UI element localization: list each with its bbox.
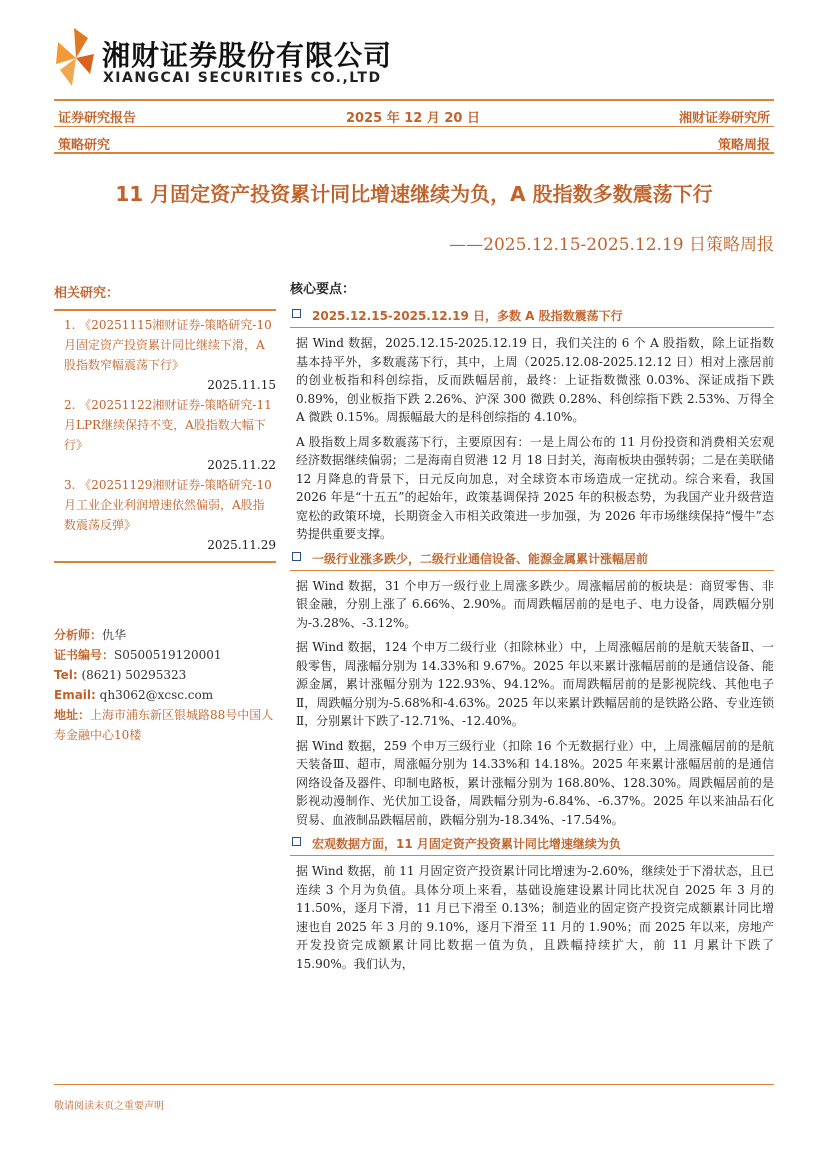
section-heading-text: 宏观数据方面，11 月固定资产投资累计同比增速继续为负	[312, 837, 621, 851]
core-points-title: 核心要点：	[290, 282, 356, 297]
related-research-list	[54, 311, 276, 563]
paragraph: 据 Wind 数据，31 个申万一级行业上周涨多跌少。周涨幅居前的板块是：商贸零售、非银金融，分别上涨了 6.66%、2.90%。而周跌幅居前的是电子、电力设备，周跌幅分别为-3.28%、-3.12%。	[296, 578, 774, 630]
section-heading-text: 2025.12.15-2025.12.19 日，多数 A 股指数震荡下行	[312, 309, 623, 323]
report-date: 2025 年 12 月 20 日	[346, 111, 480, 126]
checkbox-bullet-icon	[292, 552, 301, 561]
institute-name: 湘财证券研究所	[678, 111, 770, 126]
section-heading	[290, 550, 774, 571]
research-link[interactable]: 2. 《20251122湘财证券-策略研究-11月LPR继续保持不变，A股指数大幅下行》	[64, 398, 272, 452]
paragraph: 据 Wind 数据，124 个申万二级行业（扣除林业）中，上周涨幅居前的是航天装备Ⅱ、一般零售，周涨幅分别为 14.33%和 9.67%。2025 年以来累计涨幅居前的是通信设备、能源金属，累计涨幅分别为 122.93%、94.12%。而周跌幅居前的是影视院线、其他电子Ⅱ，周跌幅分别为-5.68%和-4.63%。2025 年以来累计跌幅居前的是铁路公路、专业连锁Ⅱ，分别累计下跌了-12.71%、-12.40%。	[296, 640, 774, 728]
report-header	[54, 28, 774, 92]
section-heading	[290, 307, 774, 328]
email-address[interactable]: qh3062@xcsc.com	[99, 688, 214, 702]
paragraph: 据 Wind 数据，259 个申万三级行业（扣除 16 个无数据行业）中，上周涨幅居前的是航天装备Ⅲ、超市，周涨幅分别为 14.33%和 14.18%。2025 年来累计涨幅居前的是通信网络设备及器件、印制电路板，累计涨幅分别为 168.80%、128.30%。周跌幅居前的是影视动漫制作、光伏加工设备，周跌幅分别为-6.84%、-6.37%。2025 年以来油品石化贸易、血液制品跌幅居前，跌幅分别为-18.34%、-17.54%。	[296, 738, 774, 827]
main-content	[290, 278, 774, 979]
list-item[interactable]	[54, 395, 276, 475]
list-item[interactable]	[54, 315, 276, 395]
address-text: 上海市浦东新区银城路88号中国人寿金融中心10楼	[54, 708, 274, 742]
research-link[interactable]: 3. 《20251129湘财证券-策略研究-10月工业企业利润增速依然偏弱，A股指数震荡反弹》	[64, 478, 272, 532]
analyst-info	[54, 625, 276, 745]
company-name-cn: 湘财证券股份有限公司	[102, 39, 393, 72]
report-type: 证券研究报告	[58, 111, 137, 126]
report-subtitle: ——2025.12.15-2025.12.19 日策略周报	[449, 235, 774, 255]
research-link[interactable]: 1. 《20251115湘财证券-策略研究-10月固定资产投资累计同比继续下滑，A股指数窄幅震荡下行》	[64, 318, 272, 372]
company-name-en: XIANGCAI SECURITIES CO.,LTD	[103, 70, 382, 86]
email-label: Email:	[54, 688, 96, 702]
tel-number: (8621) 50295323	[81, 668, 187, 682]
checkbox-bullet-icon	[292, 309, 301, 318]
related-research-title: 相关研究：	[54, 282, 276, 311]
tel-label: Tel:	[54, 668, 78, 682]
related-research-panel	[54, 282, 276, 563]
list-item[interactable]	[54, 475, 276, 555]
research-date: 2025.11.22	[207, 458, 276, 472]
checkbox-bullet-icon	[292, 837, 301, 846]
xiangcai-logo-icon	[54, 28, 96, 88]
paragraph: A 股指数上周多数震荡下行，主要原因有：一是上周公布的 11 月份投资和消费相关宏观经济数据继续偏弱；二是海南自贸港 12 月 18 日封关，海南板块由强转弱；二是在美联储 12 月降息的背景下，日元反向加息，对全球资本市场造成一定扰动。综合来看，我国 2026 年是“十五五”的起始年，政策基调保持 2025 年的积极态势，为我国产业升级营造宽松的政策环境，长期资金入市相关政策进一步加强，为 2026 年市场继续保持“慢牛”态势提供重要支撑。	[296, 434, 774, 541]
report-category-band	[54, 128, 774, 154]
paragraph: 据 Wind 数据，前 11 月固定资产投资累计同比增速为-2.60%，继续处于下滑状态，且已连续 3 个月为负值。具体分项上来看，基础设施建设累计同比状况自 2025 年 3 月的 11.50%，逐月下滑，11 月已下滑至 0.13%；制造业的固定资产投资完成额累计同比增速也自 2025 年 3 月的 9.10%，逐月下滑至 11 月的 1.90%；而 2025 年以来，房地产开发投资完成额累计同比数据一值为负，且跌幅持续扩大，前 11 月累计下跌了 15.90%。我们认为，	[296, 864, 774, 971]
analyst-name: 仇华	[102, 628, 127, 642]
paragraph: 据 Wind 数据，2025.12.15-2025.12.19 日，我们关注的 6 个 A 股指数，除上证指数基本持平外，多数震荡下行，其中，上周（2025.12.08-2025.12.12 日）相对上涨居前的创业板指和科创综指，反而跌幅居前，最终：上证指数微涨 0.03%、深证成指下跌 0.89%，创业板指下跌 2.26%、沪深 300 微跌 0.28%、科创综指下跌 2.53%、万得全 A 微跌 0.15%。周振幅最大的是科创综指的 4.10%。	[296, 336, 774, 424]
footer-disclaimer: 敬请阅读末页之重要声明	[54, 1084, 774, 1112]
report-title: 11 月固定资产投资累计同比增速继续为负，A 股指数多数震荡下行	[115, 182, 713, 206]
report-category: 策略研究	[58, 138, 111, 153]
research-date: 2025.11.29	[207, 538, 276, 552]
section-heading	[290, 835, 774, 856]
analyst-label: 分析师：	[54, 628, 103, 642]
report-info-band	[54, 99, 774, 127]
research-date: 2025.11.15	[207, 378, 276, 392]
report-series: 策略周报	[717, 138, 770, 153]
cert-label: 证书编号：	[54, 648, 115, 662]
section-heading-text: 一级行业涨多跌少，二级行业通信设备、能源金属累计涨幅居前	[312, 551, 649, 566]
address-label: 地址：	[54, 708, 91, 722]
cert-number: S0500519120001	[114, 648, 222, 662]
